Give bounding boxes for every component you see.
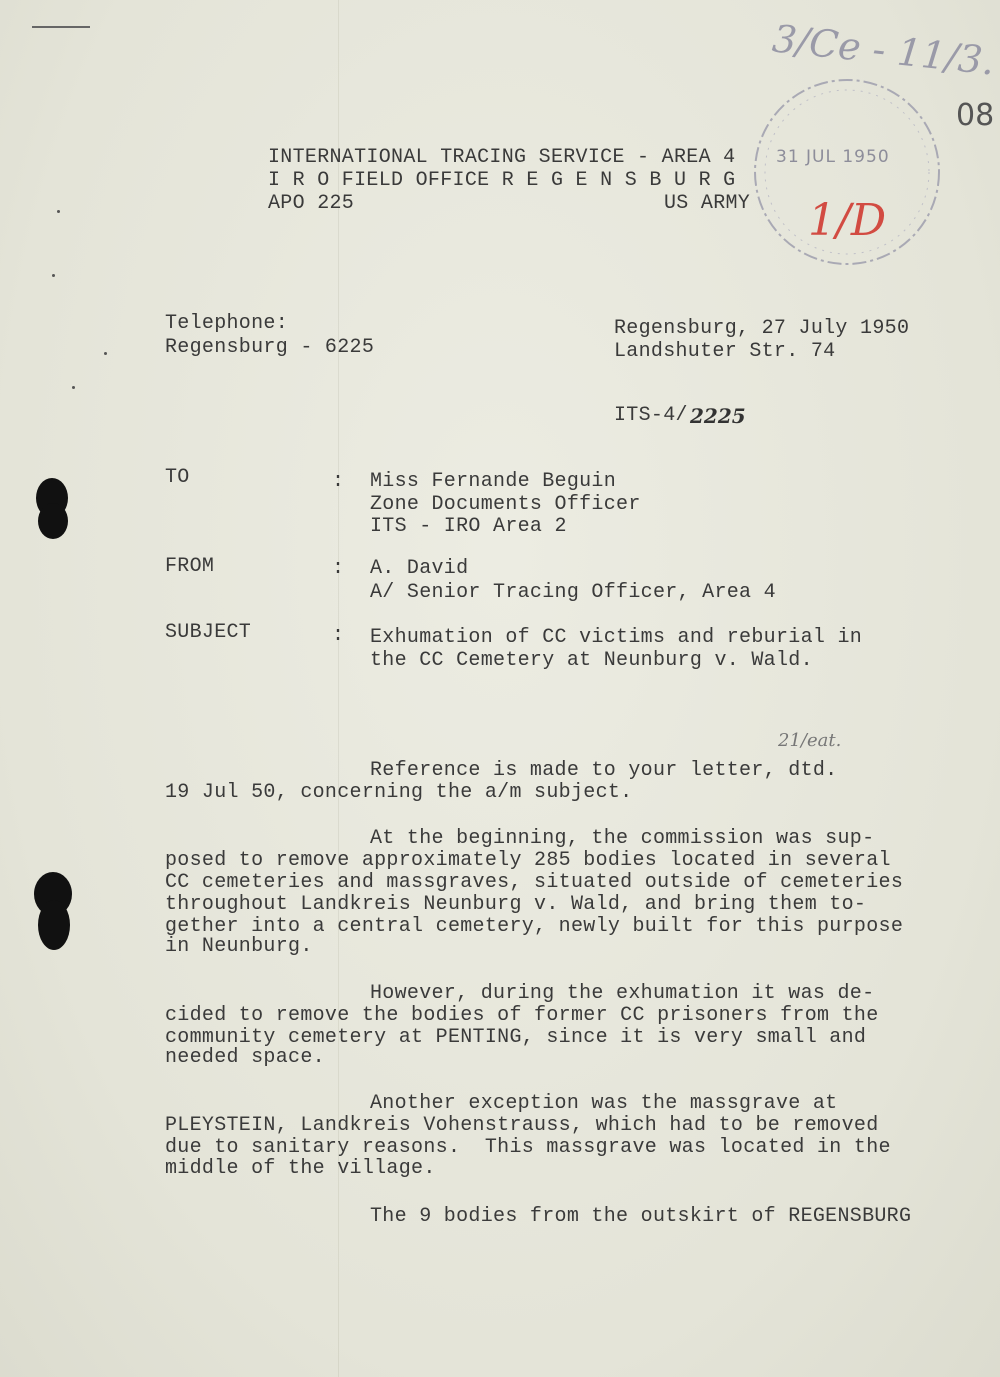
body-line: middle of the village. <box>165 1157 436 1180</box>
telephone-value: Regensburg - 6225 <box>165 336 375 359</box>
to-label: TO <box>165 466 190 489</box>
to-line: Miss Fernande Beguin <box>370 470 617 493</box>
telephone-label: Telephone: <box>165 312 289 335</box>
body-line: Reference is made to your letter, dtd. <box>370 759 838 782</box>
its-reference-number: 2225 <box>690 404 746 428</box>
body-line: needed space. <box>165 1046 325 1069</box>
to-line: Zone Documents Officer <box>370 493 641 516</box>
handwritten-page-number: 08 <box>956 98 995 133</box>
body-line: throughout Landkreis Neunburg v. Wald, and bring them to- <box>165 893 867 916</box>
body-line: CC cemeteries and massgraves, situated outside of cemeteries <box>165 871 904 894</box>
body-line: However, during the exhumation it was de- <box>370 982 875 1005</box>
pen-stroke <box>32 26 90 28</box>
body-line: due to sanitary reasons. This massgrave was located in the <box>165 1136 891 1159</box>
letterhead-us-army: US ARMY <box>664 192 751 215</box>
from-separator: : <box>332 557 345 580</box>
subject-line: Exhumation of CC victims and reburial in <box>370 626 863 649</box>
letterhead-line-2: I R O FIELD OFFICE R E G E N S B U R G <box>268 169 736 192</box>
stamp-date: 31 JUL 1950 <box>776 147 890 167</box>
handwritten-file-reference: 3/Ce - 11/3. <box>770 16 997 84</box>
paper-speck <box>104 352 107 355</box>
body-line: cided to remove the bodies of former CC prisoners from the <box>165 1004 879 1027</box>
body-line: in Neunburg. <box>165 935 313 958</box>
subject-separator: : <box>332 624 345 647</box>
body-line: gether into a central cemetery, newly built for this purpose <box>165 915 904 938</box>
to-line: ITS - IRO Area 2 <box>370 515 567 538</box>
place-and-date: Regensburg, 27 July 1950 <box>614 317 910 340</box>
letterhead-apo: APO 225 <box>268 192 355 215</box>
to-separator: : <box>332 470 345 493</box>
letterhead-line-1: INTERNATIONAL TRACING SERVICE - AREA 4 <box>268 146 736 169</box>
body-line: At the beginning, the commission was sup- <box>370 827 875 850</box>
body-line: 19 Jul 50, concerning the a/m subject. <box>165 781 633 804</box>
body-line: posed to remove approximately 285 bodies located in several <box>165 849 891 872</box>
from-line: A. David <box>370 557 469 580</box>
body-line: PLEYSTEIN, Landkreis Vohenstrauss, which had to be removed <box>165 1114 879 1137</box>
subject-line: the CC Cemetery at Neunburg v. Wald. <box>370 649 813 672</box>
body-line: community cemetery at PENTING, since it is very small and <box>165 1026 867 1049</box>
subject-label: SUBJECT <box>165 621 252 644</box>
from-label: FROM <box>165 555 215 578</box>
paper-speck <box>52 274 55 277</box>
handwritten-date-note: 21/eat. <box>778 730 842 751</box>
red-handwritten-mark: 1/D <box>808 195 887 246</box>
paper-speck <box>72 386 75 389</box>
paper-speck <box>57 210 60 213</box>
punch-hole <box>38 503 68 539</box>
punch-hole <box>38 900 70 950</box>
from-line: A/ Senior Tracing Officer, Area 4 <box>370 581 776 604</box>
body-line: The 9 bodies from the outskirt of REGENSBURG <box>370 1205 912 1228</box>
its-reference-prefix: ITS-4/ <box>614 404 688 427</box>
street-address: Landshuter Str. 74 <box>614 340 836 363</box>
body-line: Another exception was the massgrave at <box>370 1092 838 1115</box>
